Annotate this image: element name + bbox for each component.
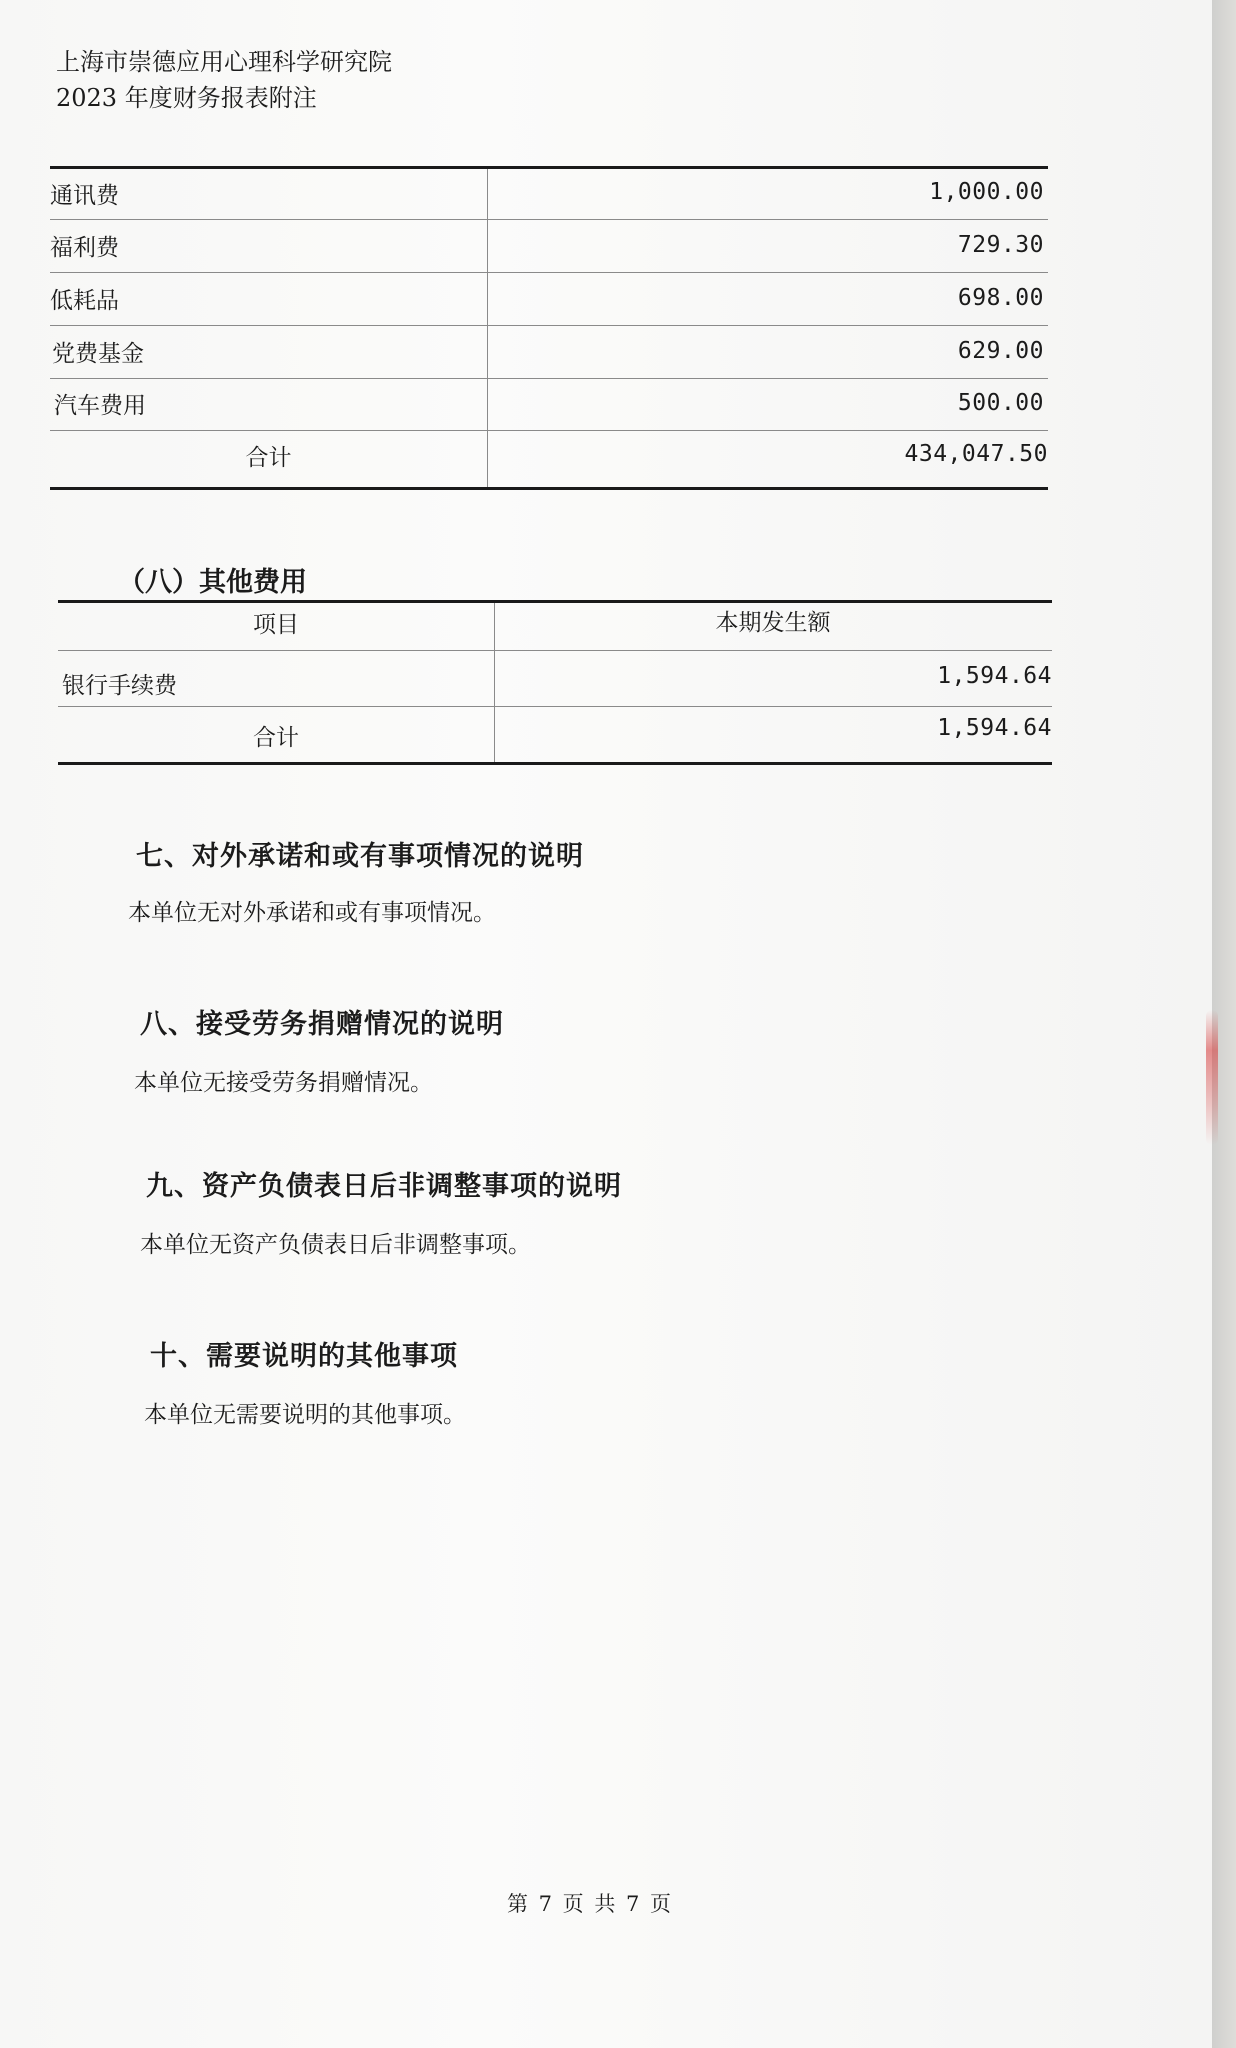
row-item-label: 党费基金: [52, 341, 144, 367]
row-item-label: 福利费: [50, 235, 119, 261]
section-title: 九、资产负债表日后非调整事项的说明: [146, 1171, 622, 1202]
section-title: 八、接受劳务捐赠情况的说明: [140, 1009, 504, 1040]
total-label: 合计: [253, 725, 299, 751]
section-title: 七、对外承诺和或有事项情况的说明: [136, 841, 584, 872]
row-amount: 629.00: [957, 338, 1044, 364]
total-amount: 1,594.64: [937, 715, 1052, 741]
document-header: [56, 44, 392, 116]
section-body: 本单位无接受劳务捐赠情况。: [134, 1070, 433, 1096]
other-expenses-table: [58, 600, 1052, 768]
row-amount: 729.30: [957, 232, 1044, 258]
organization-name: 上海市崇德应用心理科学研究院: [56, 48, 392, 76]
row-amount: 698.00: [957, 285, 1044, 311]
total-amount: 434,047.50: [904, 441, 1048, 467]
row-item-label: 银行手续费: [62, 673, 177, 699]
report-title: 2023 年度财务报表附注: [56, 84, 317, 112]
column-header-amount: 本期发生额: [715, 610, 831, 636]
page-number: 第 7 页 共 7 页: [506, 1892, 674, 1916]
section-body: 本单位无对外承诺和或有事项情况。: [128, 900, 496, 926]
row-amount: 500.00: [957, 390, 1044, 416]
row-item-label: 低耗品: [50, 288, 119, 314]
seal-stamp-fragment: [1206, 1010, 1218, 1145]
row-amount: 1,594.64: [937, 663, 1052, 689]
section-title: 十、需要说明的其他事项: [150, 1341, 458, 1372]
total-label: 合计: [245, 445, 292, 471]
row-item-label: 通讯费: [50, 183, 119, 209]
section-body: 本单位无资产负债表日后非调整事项。: [140, 1232, 531, 1258]
expense-table-continued: [50, 166, 1048, 492]
section-body: 本单位无需要说明的其他事项。: [144, 1402, 466, 1428]
column-header-item: 项目: [253, 612, 299, 638]
other-expenses-heading: （八）其他费用: [118, 567, 307, 598]
row-amount: 1,000.00: [929, 179, 1044, 205]
row-item-label: 汽车费用: [54, 393, 146, 419]
